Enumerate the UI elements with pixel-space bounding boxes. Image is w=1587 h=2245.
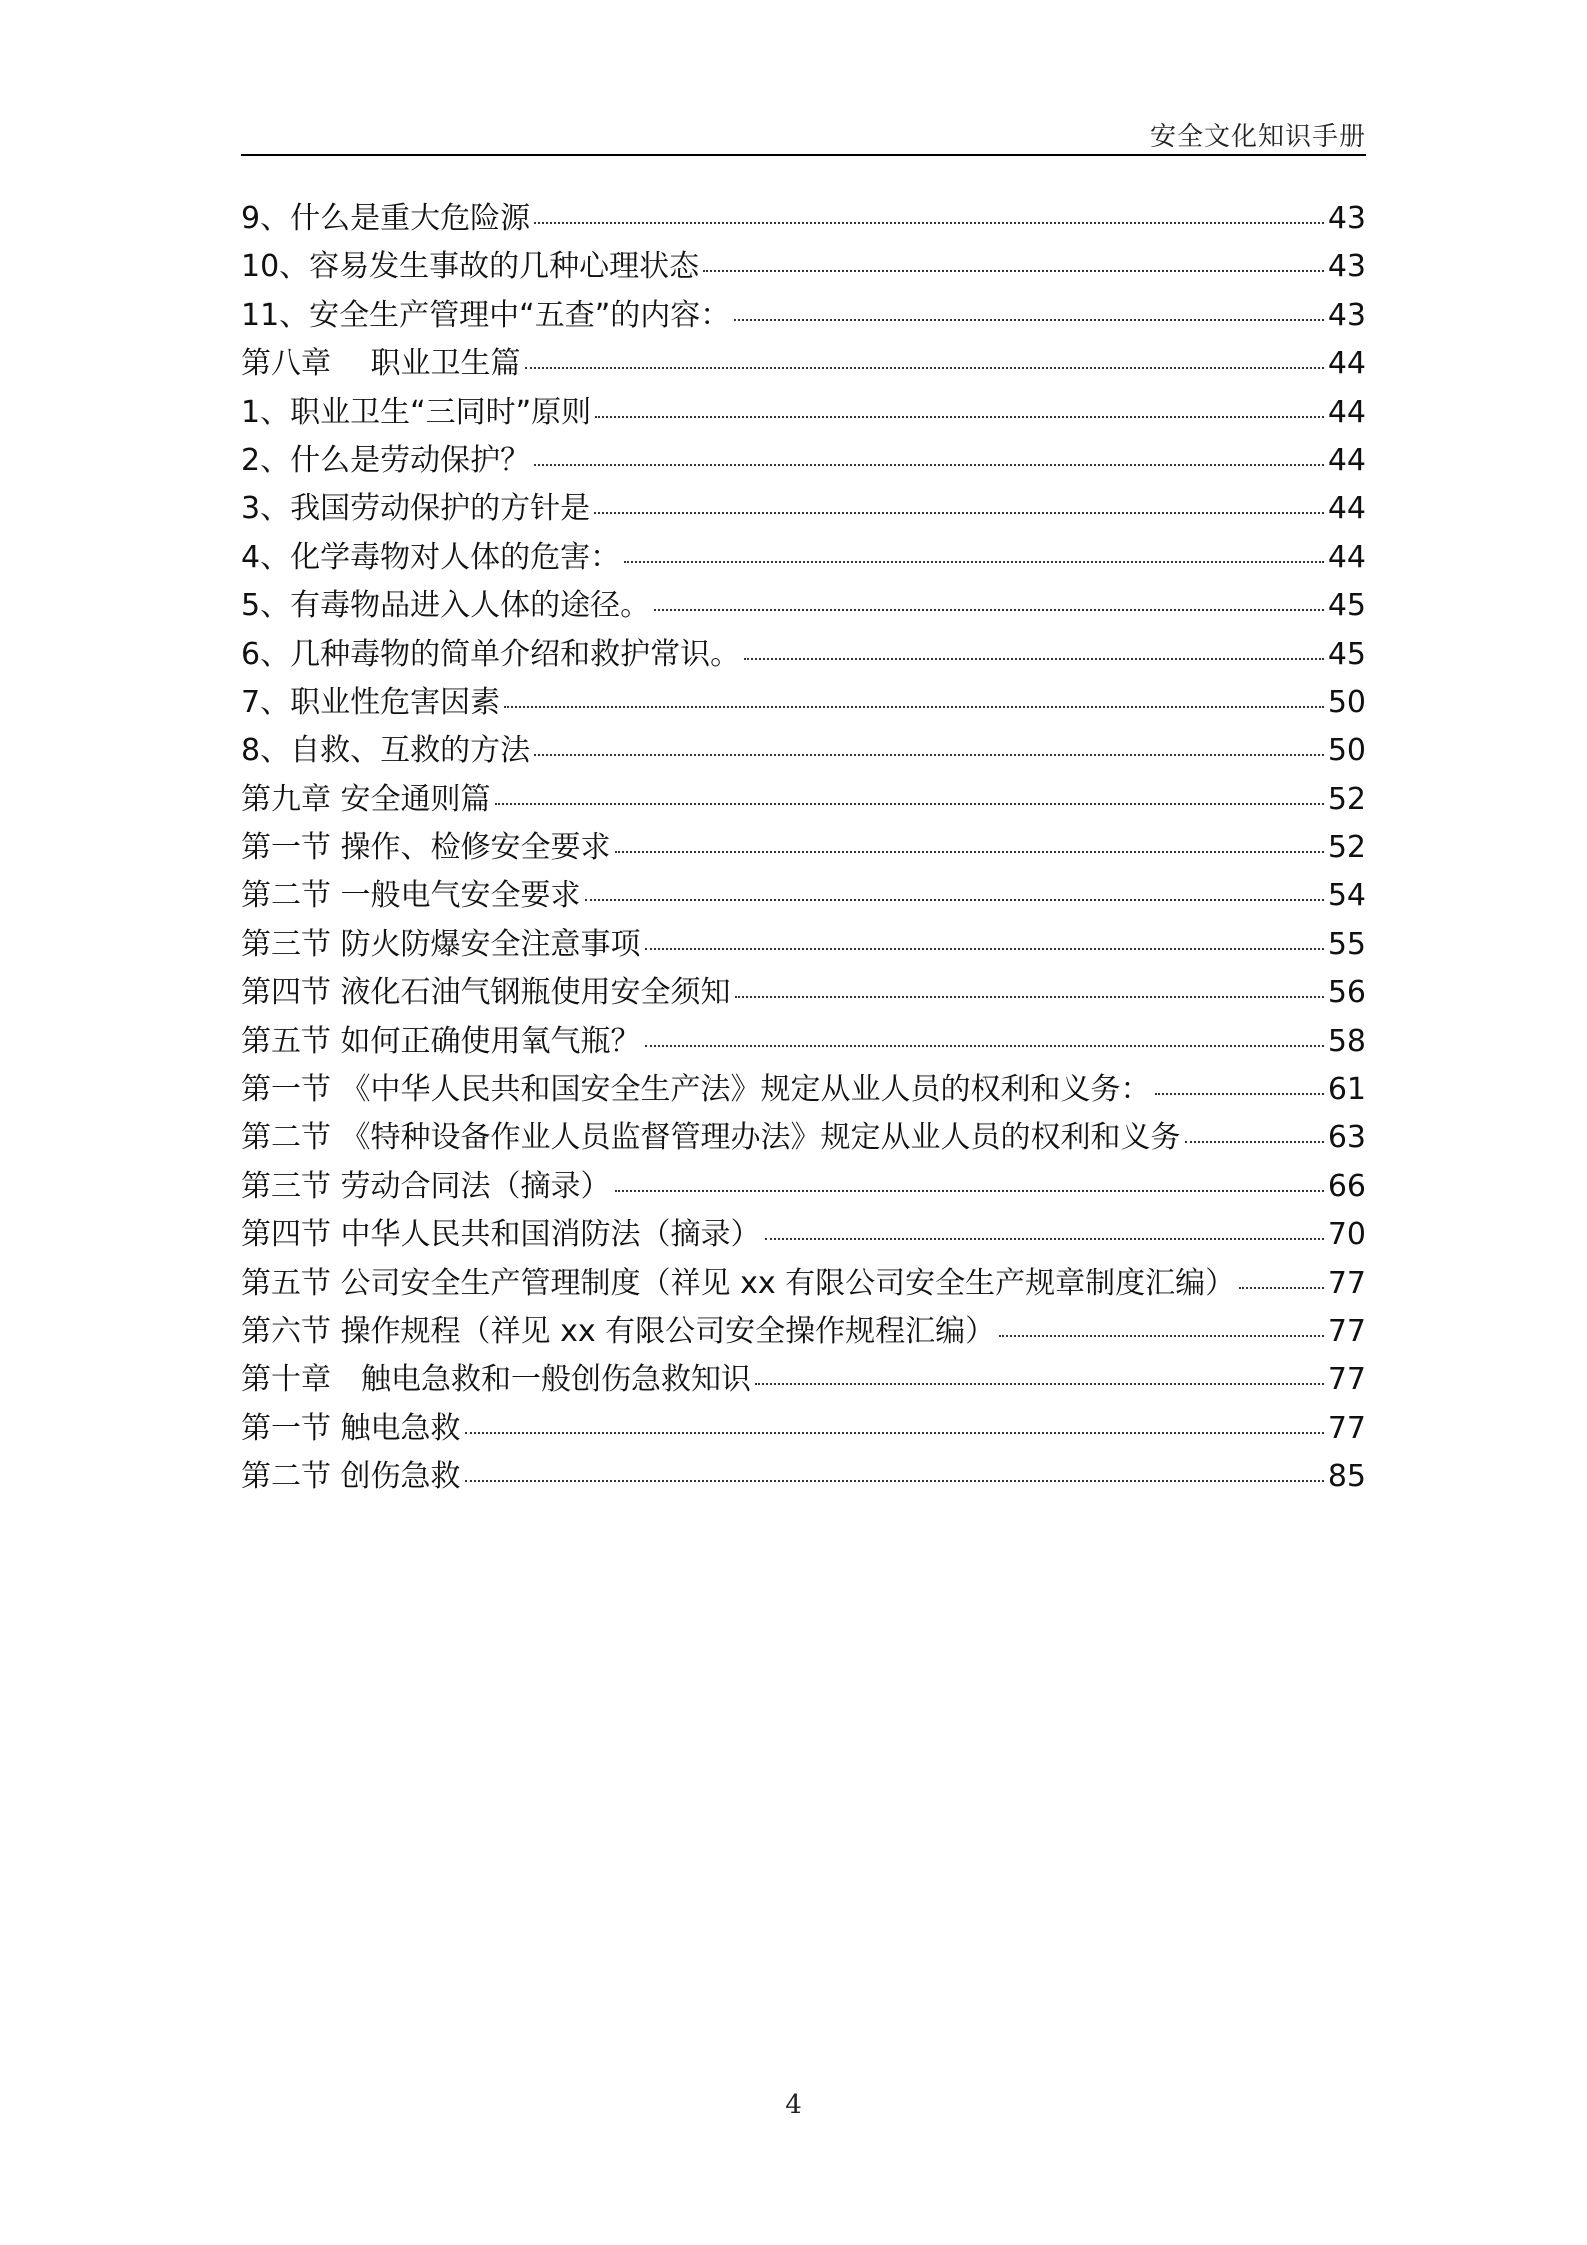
- dot-leader: [595, 414, 1324, 418]
- toc-entry[interactable]: [241, 1066, 1366, 1114]
- toc-page-number: 43: [1327, 297, 1366, 333]
- toc-page-number: 45: [1327, 588, 1366, 624]
- toc-page-number: 54: [1327, 878, 1366, 914]
- toc-entry[interactable]: [241, 1405, 1366, 1453]
- toc-entry-title: 2、什么是劳动保护？: [241, 442, 531, 478]
- toc-entry[interactable]: [241, 1260, 1366, 1308]
- dot-leader: [534, 220, 1324, 224]
- toc-page-number: 77: [1327, 1313, 1366, 1349]
- dot-leader: [645, 1043, 1324, 1047]
- table-of-contents: [241, 195, 1366, 1502]
- toc-entry-title: 11、安全生产管理中“五查”的内容：: [241, 297, 731, 333]
- toc-entry[interactable]: [241, 195, 1366, 243]
- dot-leader: [703, 268, 1324, 272]
- toc-entry[interactable]: [241, 776, 1366, 824]
- dot-leader: [999, 1333, 1324, 1337]
- dot-leader: [615, 1188, 1324, 1192]
- toc-entry[interactable]: [241, 292, 1366, 340]
- toc-entry[interactable]: [241, 389, 1366, 437]
- toc-page-number: 56: [1327, 975, 1366, 1011]
- dot-leader: [755, 1381, 1324, 1385]
- dot-leader: [534, 462, 1324, 466]
- toc-entry[interactable]: [241, 582, 1366, 630]
- dot-leader: [645, 946, 1324, 950]
- toc-entry-title: 4、化学毒物对人体的危害：: [241, 539, 621, 575]
- page-header: [241, 110, 1366, 156]
- dot-leader: [525, 365, 1324, 369]
- toc-entry-title: 第六节 操作规程（祥见 xx 有限公司安全操作规程汇编）: [241, 1313, 996, 1349]
- dot-leader: [624, 559, 1324, 563]
- dot-leader: [1185, 1139, 1324, 1143]
- toc-entry-title: 第二节 一般电气安全要求: [241, 878, 581, 914]
- toc-entry-title: 第一节 操作、检修安全要求: [241, 830, 611, 866]
- toc-page-number: 44: [1327, 394, 1366, 430]
- toc-entry-title: 第四节 液化石油气钢瓶使用安全须知: [241, 975, 731, 1011]
- toc-entry[interactable]: [241, 1453, 1366, 1501]
- toc-entry[interactable]: [241, 921, 1366, 969]
- dot-leader: [765, 1236, 1324, 1240]
- dot-leader: [744, 656, 1324, 660]
- toc-entry-title: 第二节 《特种设备作业人员监督管理办法》规定从业人员的权利和义务: [241, 1120, 1181, 1156]
- toc-page-number: 43: [1327, 249, 1366, 285]
- toc-entry[interactable]: [241, 340, 1366, 388]
- toc-page-number: 61: [1327, 1072, 1366, 1108]
- dot-leader: [735, 994, 1324, 998]
- dot-leader: [594, 510, 1324, 514]
- toc-entry-title: 第二节 创伤急救: [241, 1459, 461, 1495]
- toc-entry-title: 5、有毒物品进入人体的途径。: [241, 588, 651, 624]
- toc-entry-title: 第五节 如何正确使用氧气瓶？: [241, 1023, 641, 1059]
- toc-page-number: 44: [1327, 346, 1366, 382]
- toc-page-number: 50: [1327, 733, 1366, 769]
- toc-entry-title: 7、职业性危害因素: [241, 684, 501, 720]
- toc-entry[interactable]: [241, 534, 1366, 582]
- toc-entry-title: 第三节 防火防爆安全注意事项: [241, 926, 641, 962]
- toc-entry[interactable]: [241, 1356, 1366, 1404]
- toc-entry-title: 8、自救、互救的方法: [241, 733, 531, 769]
- dot-leader: [465, 1430, 1324, 1434]
- toc-entry-title: 第九章 安全通则篇: [241, 781, 491, 817]
- toc-entry-title: 第八章 职业卫生篇: [241, 346, 521, 382]
- toc-page-number: 45: [1327, 636, 1366, 672]
- toc-entry[interactable]: [241, 727, 1366, 775]
- dot-leader: [1239, 1285, 1324, 1289]
- toc-page-number: 50: [1327, 684, 1366, 720]
- toc-entry-title: 第十章 触电急救和一般创伤急救知识: [241, 1362, 751, 1398]
- toc-entry[interactable]: [241, 1163, 1366, 1211]
- toc-entry[interactable]: [241, 437, 1366, 485]
- toc-entry-title: 10、容易发生事故的几种心理状态: [241, 249, 700, 285]
- toc-page-number: 85: [1327, 1459, 1366, 1495]
- toc-page-number: 52: [1327, 781, 1366, 817]
- toc-entry-title: 1、职业卫生“三同时”原则: [241, 394, 592, 430]
- dot-leader: [495, 801, 1324, 805]
- dot-leader: [734, 317, 1324, 321]
- toc-page-number: 77: [1327, 1362, 1366, 1398]
- toc-entry[interactable]: [241, 1114, 1366, 1162]
- toc-entry-title: 第五节 公司安全生产管理制度（祥见 xx 有限公司安全生产规章制度汇编）: [241, 1265, 1236, 1301]
- toc-page-number: 55: [1327, 926, 1366, 962]
- toc-entry[interactable]: [241, 485, 1366, 533]
- toc-entry-title: 第四节 中华人民共和国消防法（摘录）: [241, 1217, 761, 1253]
- toc-entry[interactable]: [241, 631, 1366, 679]
- toc-entry[interactable]: [241, 1308, 1366, 1356]
- dot-leader: [654, 607, 1324, 611]
- header-title: 安全文化知识手册: [1149, 122, 1366, 152]
- dot-leader: [534, 752, 1324, 756]
- toc-page-number: 58: [1327, 1023, 1366, 1059]
- dot-leader: [615, 849, 1324, 853]
- toc-page-number: 66: [1327, 1168, 1366, 1204]
- toc-page-number: 43: [1327, 201, 1366, 236]
- toc-entry-title: 6、几种毒物的简单介绍和救护常识。: [241, 636, 741, 672]
- dot-leader: [1155, 1091, 1324, 1095]
- toc-entry-title: 第一节 触电急救: [241, 1410, 461, 1446]
- dot-leader: [465, 1478, 1324, 1482]
- toc-page-number: 44: [1327, 442, 1366, 478]
- toc-entry[interactable]: [241, 1211, 1366, 1259]
- dot-leader: [585, 897, 1324, 901]
- dot-leader: [504, 704, 1324, 708]
- page-number: 4: [785, 2090, 802, 2120]
- toc-page-number: 44: [1327, 539, 1366, 575]
- toc-page-number: 63: [1327, 1120, 1366, 1156]
- toc-page-number: 52: [1327, 830, 1366, 866]
- toc-entry[interactable]: [241, 1018, 1366, 1066]
- toc-entry[interactable]: [241, 679, 1366, 727]
- toc-page-number: 77: [1327, 1265, 1366, 1301]
- toc-entry[interactable]: [241, 824, 1366, 872]
- toc-page-number: 70: [1327, 1217, 1366, 1253]
- toc-entry[interactable]: [241, 243, 1366, 291]
- toc-entry-title: 3、我国劳动保护的方针是: [241, 491, 591, 527]
- toc-page-number: 44: [1327, 491, 1366, 527]
- toc-entry-title: 第三节 劳动合同法（摘录）: [241, 1168, 611, 1204]
- toc-entry-title: 第一节 《中华人民共和国安全生产法》规定从业人员的权利和义务：: [241, 1072, 1151, 1108]
- toc-entry[interactable]: [241, 969, 1366, 1017]
- toc-entry-title: 9、什么是重大危险源: [241, 201, 531, 236]
- toc-page-number: 77: [1327, 1410, 1366, 1446]
- toc-entry[interactable]: [241, 872, 1366, 920]
